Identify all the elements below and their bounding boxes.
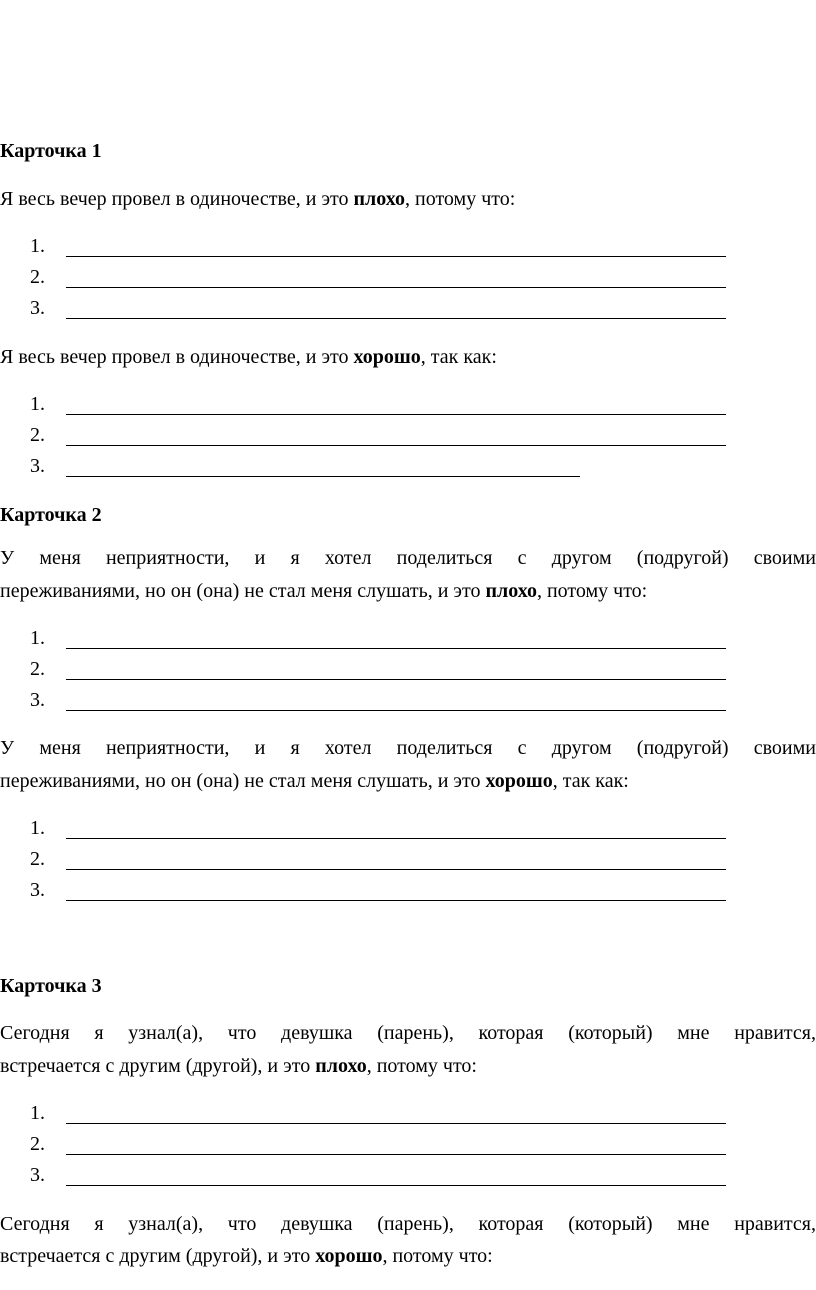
card1-bad-prompt: Я весь вечер провел в одиночестве, и это плохо, потому что: (0, 188, 516, 210)
card3-bad-prompt-line2: встречается с другим (другой), и это плохо, потому что: (0, 1055, 477, 1077)
card1-good-prompt: Я весь вечер провел в одиночестве, и это хорошо, так как: (0, 346, 497, 368)
card2-good-prompt-line1: У меня неприятности, и я хотел поделиться с другом (подругой) своими (0, 737, 816, 759)
card3-good-prompt-line2: встречается с другим (другой), и это хорошо, потому что: (0, 1245, 493, 1267)
card3-title: Карточка 3 (0, 975, 102, 997)
card2-title: Карточка 2 (0, 504, 102, 526)
card3-bad-prompt-line1: Сегодня я узнал(а), что девушка (парень), которая (который) мне нравится, (0, 1022, 816, 1044)
card2-bad-prompt-line2: переживаниями, но он (она) не стал меня слушать, и это плохо, потому что: (0, 580, 648, 602)
card3-good-prompt-line1: Сегодня я узнал(а), что девушка (парень), которая (который) мне нравится, (0, 1213, 816, 1235)
card2-good-prompt-line2: переживаниями, но он (она) не стал меня слушать, и это хорошо, так как: (0, 770, 629, 792)
card2-bad-prompt-line1: У меня неприятности, и я хотел поделиться с другом (подругой) своими (0, 547, 816, 569)
card1-title: Карточка 1 (0, 140, 102, 162)
